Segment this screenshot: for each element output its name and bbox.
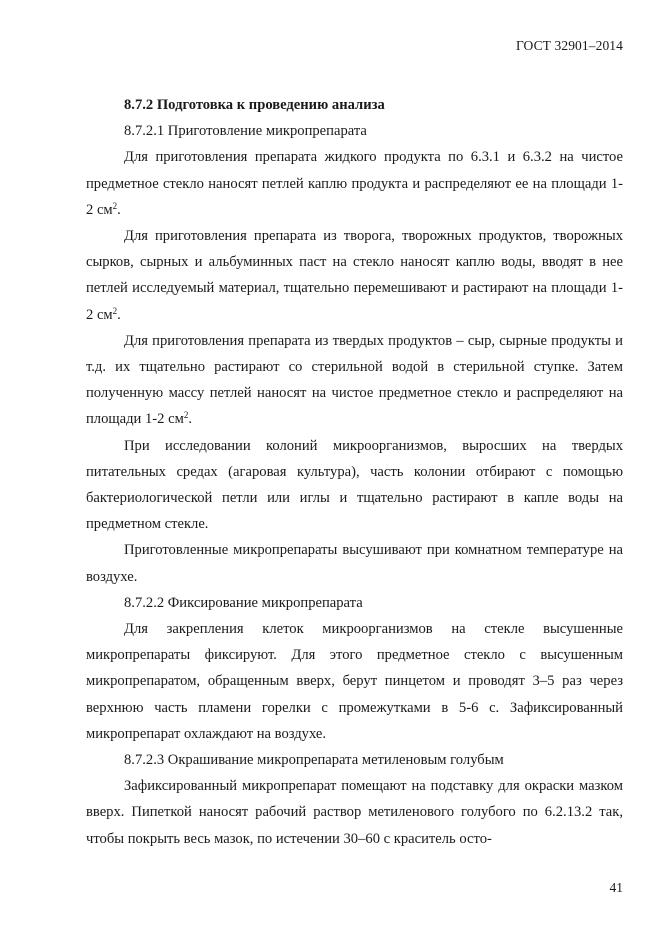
paragraph-text: Для приготовления препарата жидкого продукта по 6.3.1 и 6.3.2 на чистое предметное стекло наносят петлей каплю продукта и распределяют ее на площади 1-2 см [86,149,623,218]
document-body [86,92,623,852]
paragraph-fixation: Для закрепления клеток микроорганизмов на стекле высушенные микропрепараты фиксируют. Для этого предметное стекло с высушенным микропрепаратом, обращенным вверх, берут пинцетом и проводят 3–5 раз через верхнюю часть пламени горелки с промежутками в 5-6 с. Зафиксированный микропрепарат охлаждают на воздухе. [86,621,623,742]
subsection-title-staining: 8.7.2.3 Окрашивание микропрепарата метиленовым голубым [124,752,504,769]
paragraph-liquid-product [86,144,623,223]
superscript: 2 [183,410,189,421]
paragraph-text: Для приготовления препарата из творога, творожных продуктов, творожных сырков, сырных и альбуминных паст на стекло наносят каплю воды, вводят в нее петлей исследуемый материал, тщательно перемешивают и растирают на площади 1-2 см [86,228,623,323]
paragraph-text: Для приготовления препарата из твердых продуктов – сыр, сырные продукты и т.д. их тщательно растирают со стерильной водой в стерильной ступке. Затем полученную массу петлей наносят на чистое предметное стекло и распределяют на площади 1-2 см [86,332,623,428]
paragraph-hard-product [86,328,623,433]
section-heading: 8.7.2 Подготовка к проведению анализа [124,97,385,113]
subsection-title-preparation: 8.7.2.1 Приготовление микропрепарата [124,123,367,140]
paragraph-end: . [117,201,121,218]
paragraph-end: . [188,411,192,428]
paragraph-curd-product [86,223,623,328]
paragraph-end: . [117,306,121,323]
subsection-title-fixation: 8.7.2.2 Фиксирование микропрепарата [124,594,363,611]
document-code-header: ГОСТ 32901–2014 [515,38,623,53]
superscript: 2 [112,200,118,211]
superscript: 2 [112,305,118,316]
paragraph-staining: Зафиксированный микропрепарат помещают на подставку для окраски мазком вверх. Пипеткой наносят рабочий раствор метиленового голубого по 6.2.13.2 так, чтобы покрыть весь мазок, по истечении 30–60 с краситель осто- [86,778,623,847]
page-number: 41 [609,880,623,895]
paragraph-drying: Приготовленные микропрепараты высушивают при комнатном температуре на воздухе. [86,542,623,585]
paragraph-colonies: При исследовании колоний микроорганизмов, выросших на твердых питательных средах (агаровая культура), часть колонии отбирают с помощью бактериологической петли или иглы и тщательно растирают в капле воды на предметном стекле. [86,437,623,533]
